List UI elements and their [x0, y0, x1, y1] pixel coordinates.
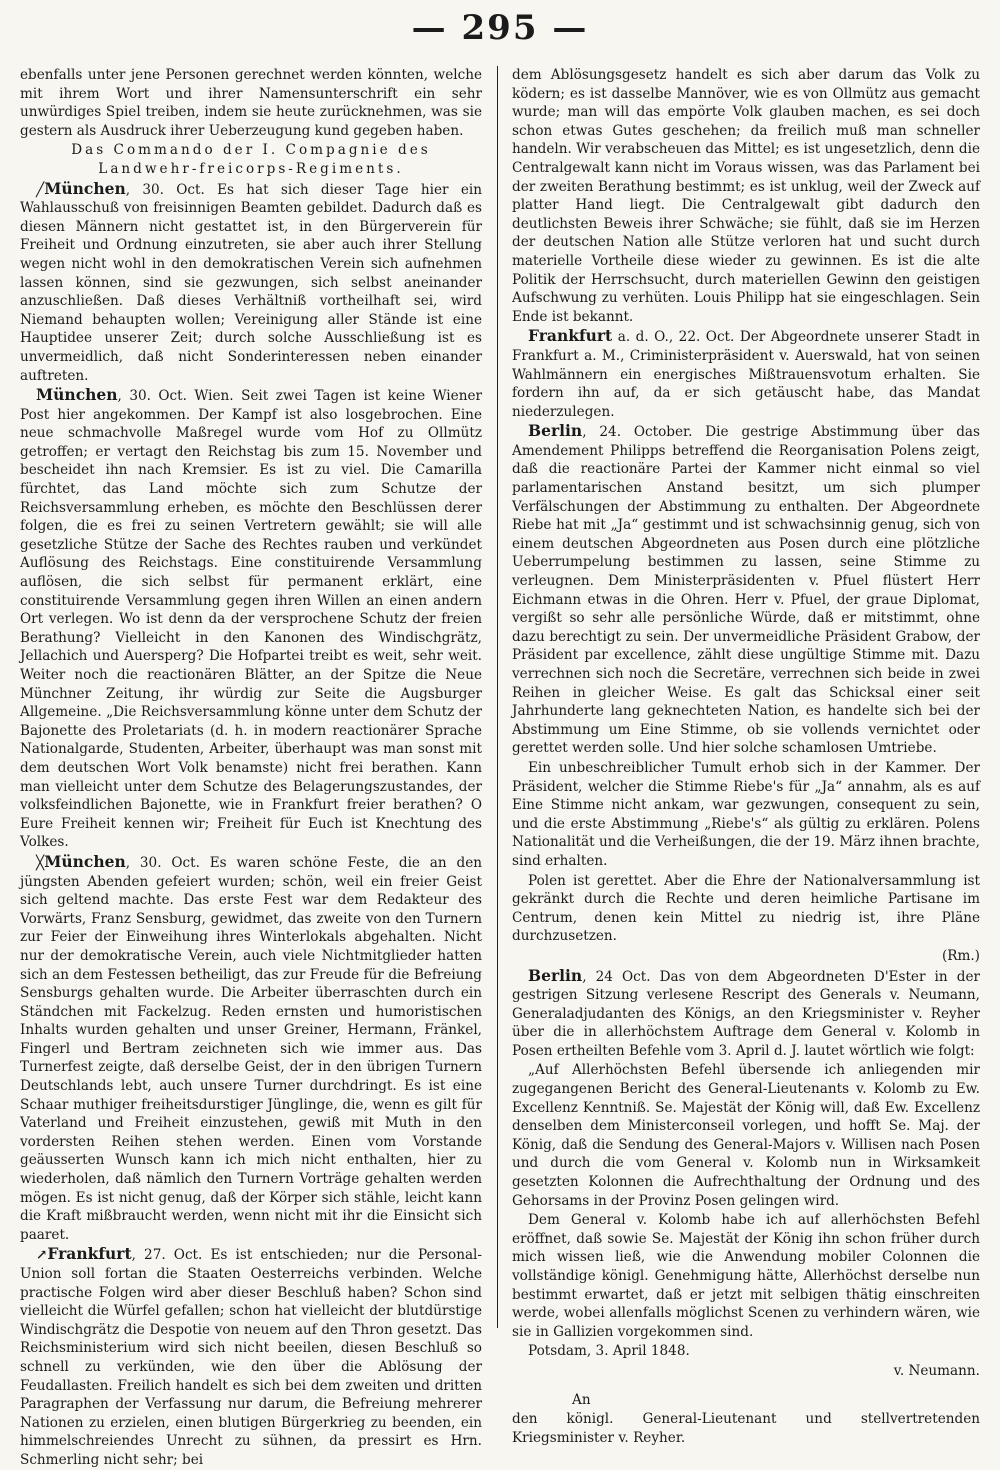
article-text: Es waren schöne Feste, die an den jüngsten Abenden gefeiert wurden; schön, weil ein freier Geist sich geltend machte. Das erste Fest war dem Redakteur des Vorwärts, Franz Sensburg, gewidmet, das zweite von den Turnern zur Feier der Einweihung ihres Winterlokals abgehalten. Nicht nur der demokratische Verein, auch viele Nichtmitglieder hatten sich an dem Festessen betheiligt, das zur Freude für die Befreiung Sensburgs gehalten wurde. Die Arbeiter überraschten durch ein Ständchen mit Fackelzug. Reden ernsten und humoristischen Inhalts wurden gehalten und unser Greiner, Hermann, Fränkel, Fingerl und Bertram zeichneten sich wie immer aus. Das Turnerfest zeigte, daß derselbe Geist, der in den übrigen Turnern Deutschlands lebt, auch unsere Turner durchdringt. Es ist eine Schaar muthiger freiheitsdurstiger Jünglinge, die, wenn es gilt für Vaterland und Freiheit einzustehen, gewiß mit Muth in den vordersten Reihen stehen werden. Einen vom Vorstande geäusserten Wunsch kann ich mich nicht enthalten, hier zu wiederholen, daß nämlich den Turnern Vorträge gehalten werden mögen. Es ist nicht genug, daß der Körper sich stähle, leicht kann die Kraft mißbraucht werden, wenn nicht mit ihr die Einsicht sich paaret. — [20, 854, 482, 1243]
dateline-place: Berlin — [528, 421, 583, 441]
article-muenchen-3 — [20, 853, 482, 1244]
right-column — [512, 66, 980, 1446]
article-text: Wien. Seit zwei Tagen ist keine Wiener Post hier angekommen. Der Kampf ist also losgebrochen. Eine neue schmachvolle Maßregel wurde vom Hof zu Ollmütz getroffen; er vertagt den Reichstag bis zum 15. November und bescheidet ihn nach Kremsier. Es ist zu viel. Die Camarilla fürchtet, das Land möchte sich zum Schutze der Reichsversammlung erheben, es möchte den Beschlüssen derer folgen, die es frei zu seinen Vertretern gewählt; sie will alle gesetzliche Stütze der Sache des Rechtes rauben und verkündet Auflösung des Reichstags. Eine constituirende Versammlung auflösen, die sich selbst für permanent erklärt, eine constituirende Versammlung gegen ihren Willen an einen andern Ort verlegen. Wo ist denn da der versprochene Schutz der freien Berathung? Vielleicht in den Kanonen des Windischgrätz, Jellachich und Auersperg? Die Hofpartei treibt es weit, sehr weit. Weiter noch die reactionären Blätter, an der Spitze die Neue Münchner Zeitung, ihr würdig zur Seite die Augsburger Allgemeine. „Die Reichsversammlung könne unter dem Schutz der Bajonette des Proletariats (d. h. in modern reactionärer Sprache Nationalgarde, Studenten, Arbeiter, überhaupt was man sonst mit dem deutschen Wort Volk benamste) nicht frei berathen. Kann man vielleicht unter dem Schutze des Belagerungszustandes, der volksfeindlichen Bajonette, wie in Frankfurt freier berathen? O Eure Freiheit kennen wir; Freiheit für Euch ist Knechtung des Volkes. — [20, 388, 482, 851]
article-berlin-1 — [512, 422, 980, 758]
article-frankfurt-1 — [20, 1245, 482, 1469]
left-column — [20, 66, 482, 1468]
dateline-place: Frankfurt — [47, 1244, 132, 1264]
dateline-date: , 27. Oct. — [131, 1247, 203, 1264]
editor-mark: ╱ — [36, 181, 45, 198]
editor-mark: ╳ — [36, 854, 45, 871]
dateline-date: a. d. O., 22. Oct. — [612, 329, 735, 346]
article-text: Das von dem Abgeordneten D'Ester in der gestrigen Sitzung verlesene Rescript des Generals v. Neumann, Generaladjudanten des Königs, an den Kriegsminister v. Reyher über die in allerhöchstem Auftrage dem General v. Kolomb in Posen ertheilten Befehle vom 3. April d. J. lautet wörtlich wie folgt: — [512, 968, 980, 1059]
article-text: Es ist entschieden; nur die Personal-Union soll fortan die Staaten Oesterreichs verbinden. Welche practische Folgen wird aber dieser Beschluß haben? Schon sind vielleicht die Würfel gefallen; schon hat vielleicht der blutdürstige Windischgrätz die Despotie von neuem auf den Thron gesetzt. Das Reichsministerium wird sich nicht beeilen, diesen Beschluß so schnell zu verkünden, wie den über die Ablösung der Feudallasten. Freilich handelt es sich bei dem zweiten und dritten Paragraphen der Verfassung nur darum, die Befreiung mehrerer Nationen zu erzielen, einen blutigen Bürgerkrieg zu beenden, ein himmelschreiendes Unrecht zu sühnen, da pressirt es Hrn. Schmerling nicht sehr; bei — [20, 1247, 482, 1468]
dateline-place: Frankfurt — [528, 326, 613, 346]
article-berlin-2 — [512, 967, 980, 1061]
column-divider — [497, 66, 498, 1328]
dateline-date: , 30. Oct. — [125, 854, 200, 871]
article-muenchen-1 — [20, 180, 482, 386]
dateline-place: Berlin — [528, 965, 583, 985]
paragraph: dem Ablösungsgesetz handelt es sich aber darum das Volk zu ködern; es ist dasselbe Mannöver, wie es von Ollmütz aus gemacht wurde; man will das empörte Volk glauben machen, es sei doch schon etwas Gutes geschehen; da freilich muß man schneller handeln. Wir verabscheuen das Mittel; es ist ungesetzlich, denn die Centralgewalt kann nicht im Voraus wissen, was das Parlament bei der zweiten Berathung bestimmt; es ist unklug, weil der Zweck auf platter Hand liegt. Die Centralgewalt gibt dadurch den deutlichsten Beweis ihrer Schwäche; sie fühlt, daß sie im Herzen der deutschen Nation alle Stütze verloren hat und sucht durch materielle Vortheile diese wieder zu gewinnen. Es ist die alte Politik der Herrschsucht, durch materiellen Gewinn den geistigen Aufschwung zu verhüten. Louis Philipp hat sie eingeschlagen. Sein Ende ist bekannt. — [512, 67, 980, 325]
dateline-place: München — [44, 851, 126, 871]
article-muenchen-2 — [20, 386, 482, 852]
article-text: Der Abgeordnete unserer Stadt in Frankfurt a. M., Criministerpräsident v. Auerswald, hat von seinen Wahlmännern ein energisches Mißtrauensvotum erhalten. Sie fordern ihn auf, da er sich getäuscht habe, das Mandat niederzulegen. — [512, 329, 980, 420]
dateline-date: , 30. Oct. — [125, 181, 205, 198]
page-number: — 295 — — [411, 8, 589, 48]
paragraph: Ein unbeschreiblicher Tumult erhob sich in der Kammer. Der Präsident, welcher die Stimme Riebe's für „Ja“ annahm, als es auf Eine Stimme nicht ankam, war gezwungen, consequent zu sein, und die erste Abstimmung „Riebe's“ als gültig zu erklären. Polens Nationalität und die Verheißungen, die der 19. März ihnen brachte, sind erhalten. — [512, 759, 980, 869]
dateline-date: , 24 Oct. — [582, 968, 651, 985]
place-date-line: Potsdam, 3. April 1848. — [528, 1343, 690, 1360]
dateline-date: , 24. October. — [582, 424, 693, 441]
article-text: Es hat sich dieser Tage hier ein Wahlausschuß von freisinnigen Beamten gebildet. Dadurch daß es diesen Männern nicht gestattet ist, in den Bürgerverein für Freiheit und Ordnung einzutreten, sie aber auch ihrer Stellung wegen nicht wohl in den demokratischen Verein sich aufnehmen lassen können, sind sie gezwungen, sich selbst aneinander anzuschließen. Daß dieses Verhältniß vortheilhaft sei, wird Niemand behaupten wollen; Vereinigung aller Stände ist eine Hauptidee unserer Zeit; durch solche Ausschließung ist es unvermeidlich, daß nicht Sonderinteressen neben einander auftreten. — [20, 181, 482, 384]
dateline-place: München — [44, 178, 126, 198]
signature-rm: (Rm.) — [941, 947, 980, 964]
dateline-place: München — [36, 385, 118, 405]
dateline-date: , 30. Oct. — [117, 388, 187, 405]
quoted-paragraph: „Auf Allerhöchsten Befehl übersende ich anliegenden mir zugegangenen Bericht des General-Lieutenants v. Kolomb zu Ew. Excellenz Kenntniß. Se. Majestät der König will, daß Ew. Excellenz denselben dem Ministerconseil vorlegen, und hofft Se. Maj. der König, daß die Sendung des General-Majors v. Willisen nach Posen und durch die vom General v. Kolomb nun in Wirksamkeit gesetzten Kolonnen die Aufrechthaltung der Ordnung und des Gehorsams in der Provinz Posen gelingen wird. — [512, 1062, 980, 1209]
quoted-paragraph: Dem General v. Kolomb habe ich auf allerhöchsten Befehl eröffnet, daß sowie Se. Majestät der König ihn schon früher durch mich wissen ließ, wie die Anwendung mobiler Colonnen die vollständige königl. Genehmigung hätte, Allerhöchst derselbe nun bestimmt erwartet, daß er jetzt mit selbigen thätig einschreiten werde, wobei allenfalls möglichst Scenen zu verhindern wären, wie sie in Gallizien vorgekommen sind. — [512, 1212, 980, 1340]
article-frankfurt-oder — [512, 327, 980, 421]
paragraph: ebenfalls unter jene Personen gerechnet werden könnten, welche mit ihrem Wort und ihrer Namensunterschrift ein sehr unwürdiges Spiel treiben, indem sie heute zurücknehmen, was sie gestern als Ausdruck ihrer Ueberzeugung kund gegeben haben. — [20, 67, 482, 139]
article-text: Die gestrige Abstimmung über das Amendement Philipps betreffend die Reorganisation Polens zeigt, daß die reactionäre Partei der Kammer nicht einmal so viel parlamentarischen Anstand besitzt, um sich plumper Verfälschungen der Abstimmung zu enthalten. Der Abgeordnete Riebe hat mit „Ja“ gestimmt und ist schwachsinnig genug, sich von einem deutschen Abgeordneten aus Posen durch eine plötzliche Ueberrumpelung bestimmen zu lassen, seine Stimme zu verleugnen. Dem Ministerpräsidenten v. Pfuel flüstert Herr Eichmann etwas in die Ohren. Herr v. Pfuel, der graue Diplomat, vergißt so sehr alle persönliche Würde, daß er mitstimmt, ohne dazu berechtigt zu sein. Der unvermeidliche Präsident Grabow, der Präsident par excellence, zählt diese ungültige Stimme mit. Dazu verrechnen sich noch die Secretäre, verrechnen sich beide in zwei Reihen in gleicher Weise. Es galt das Schicksal einer seit Jahrhunderte lang geknechteten Nation, es handelte sich bei der Abstimmung um Eine Stimme, ob sie vollends vernichtet oder gerettet werden solle. Und hier solche schamlosen Umtriebe. — [512, 424, 980, 757]
addressee-label: An — [572, 1391, 591, 1408]
paragraph: Polen ist gerettet. Aber die Ehre der Nationalversammlung ist gekränkt durch die Rechte und deren heimliche Partisane im Centrum, denen kein Mittel zu niedrig ist, ihre Pläne durchzusetzen. — [512, 872, 980, 945]
signature-neumann: v. Neumann. — [893, 1362, 980, 1379]
signature-commando: Das Commando der I. Compagnie des Landwehr-freicorps-Regiments. — [71, 142, 431, 177]
editor-mark: ↗ — [36, 1247, 48, 1264]
addressee: den königl. General-Lieutenant und stellvertretenden Kriegsminister v. Reyher. — [512, 1411, 980, 1446]
